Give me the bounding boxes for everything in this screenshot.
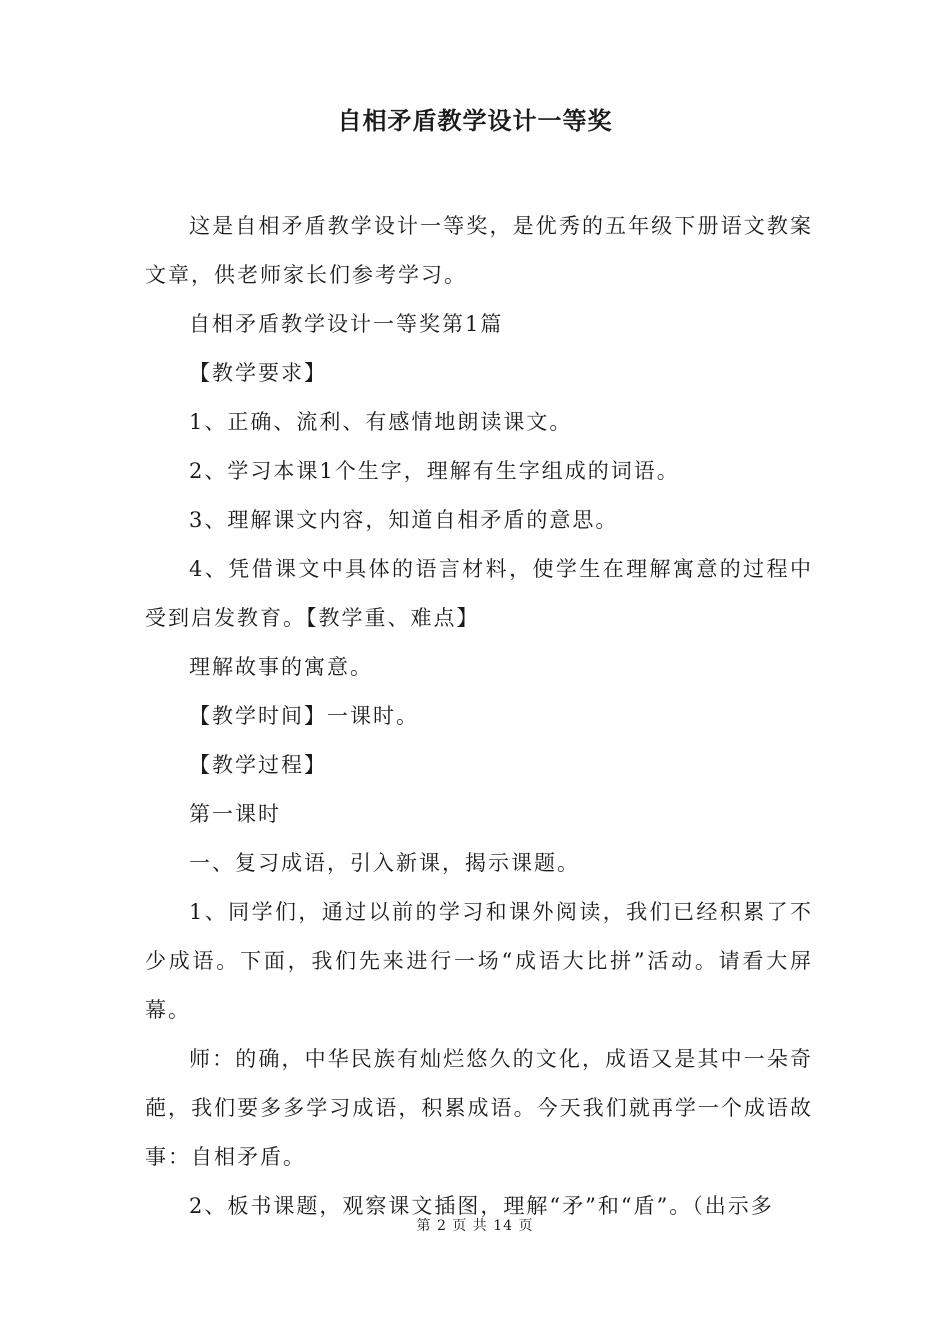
paragraph-requirement-3: 3、理解课文内容，知道自相矛盾的意思。 xyxy=(189,508,619,532)
paragraph-requirement-2: 2、学习本课1个生字，理解有生字组成的词语。 xyxy=(189,459,680,483)
page-footer: 第 2 页 共 14 页 xyxy=(416,1218,534,1234)
document-title: 自相矛盾教学设计一等奖 xyxy=(337,107,613,135)
paragraph-teaching-time: 【教学时间】一课时。 xyxy=(189,704,419,728)
paragraph-teacher-note: 师：的确，中华民族有灿烂悠久的文化，成语又是其中一朵奇葩，我们要多多学习成语，积累成语。今天我们就再学一个成语故事：自相矛盾。 xyxy=(145,1047,813,1169)
paragraph-step-1-2: 2、板书课题，观察课文插图，理解“矛”和“盾”。（出示多 xyxy=(189,1194,774,1218)
paragraph-section-heading: 自相矛盾教学设计一等奖第1篇 xyxy=(189,312,504,336)
paragraph-step-1: 一、复习成语，引入新课，揭示课题。 xyxy=(189,851,580,875)
paragraph-first-lesson: 第一课时 xyxy=(189,802,281,826)
paragraph-step-1-1: 1、同学们，通过以前的学习和课外阅读，我们已经积累了不少成语。下面，我们先来进行一场“成语大比拼”活动。请看大屏幕。 xyxy=(145,900,813,1022)
paragraph-teaching-requirements: 【教学要求】 xyxy=(189,361,327,385)
paragraph-requirement-1: 1、正确、流利、有感情地朗读课文。 xyxy=(189,410,573,434)
document-body xyxy=(145,202,813,1231)
paragraph-key-point: 理解故事的寓意。 xyxy=(189,655,373,679)
paragraph-requirement-4: 4、凭借课文中具体的语言材料，使学生在理解寓意的过程中受到启发教育。【教学重、难点】 xyxy=(145,557,813,630)
paragraph-intro: 这是自相矛盾教学设计一等奖，是优秀的五年级下册语文教案文章，供老师家长们参考学习。 xyxy=(145,214,813,287)
paragraph-teaching-process: 【教学过程】 xyxy=(189,753,327,777)
